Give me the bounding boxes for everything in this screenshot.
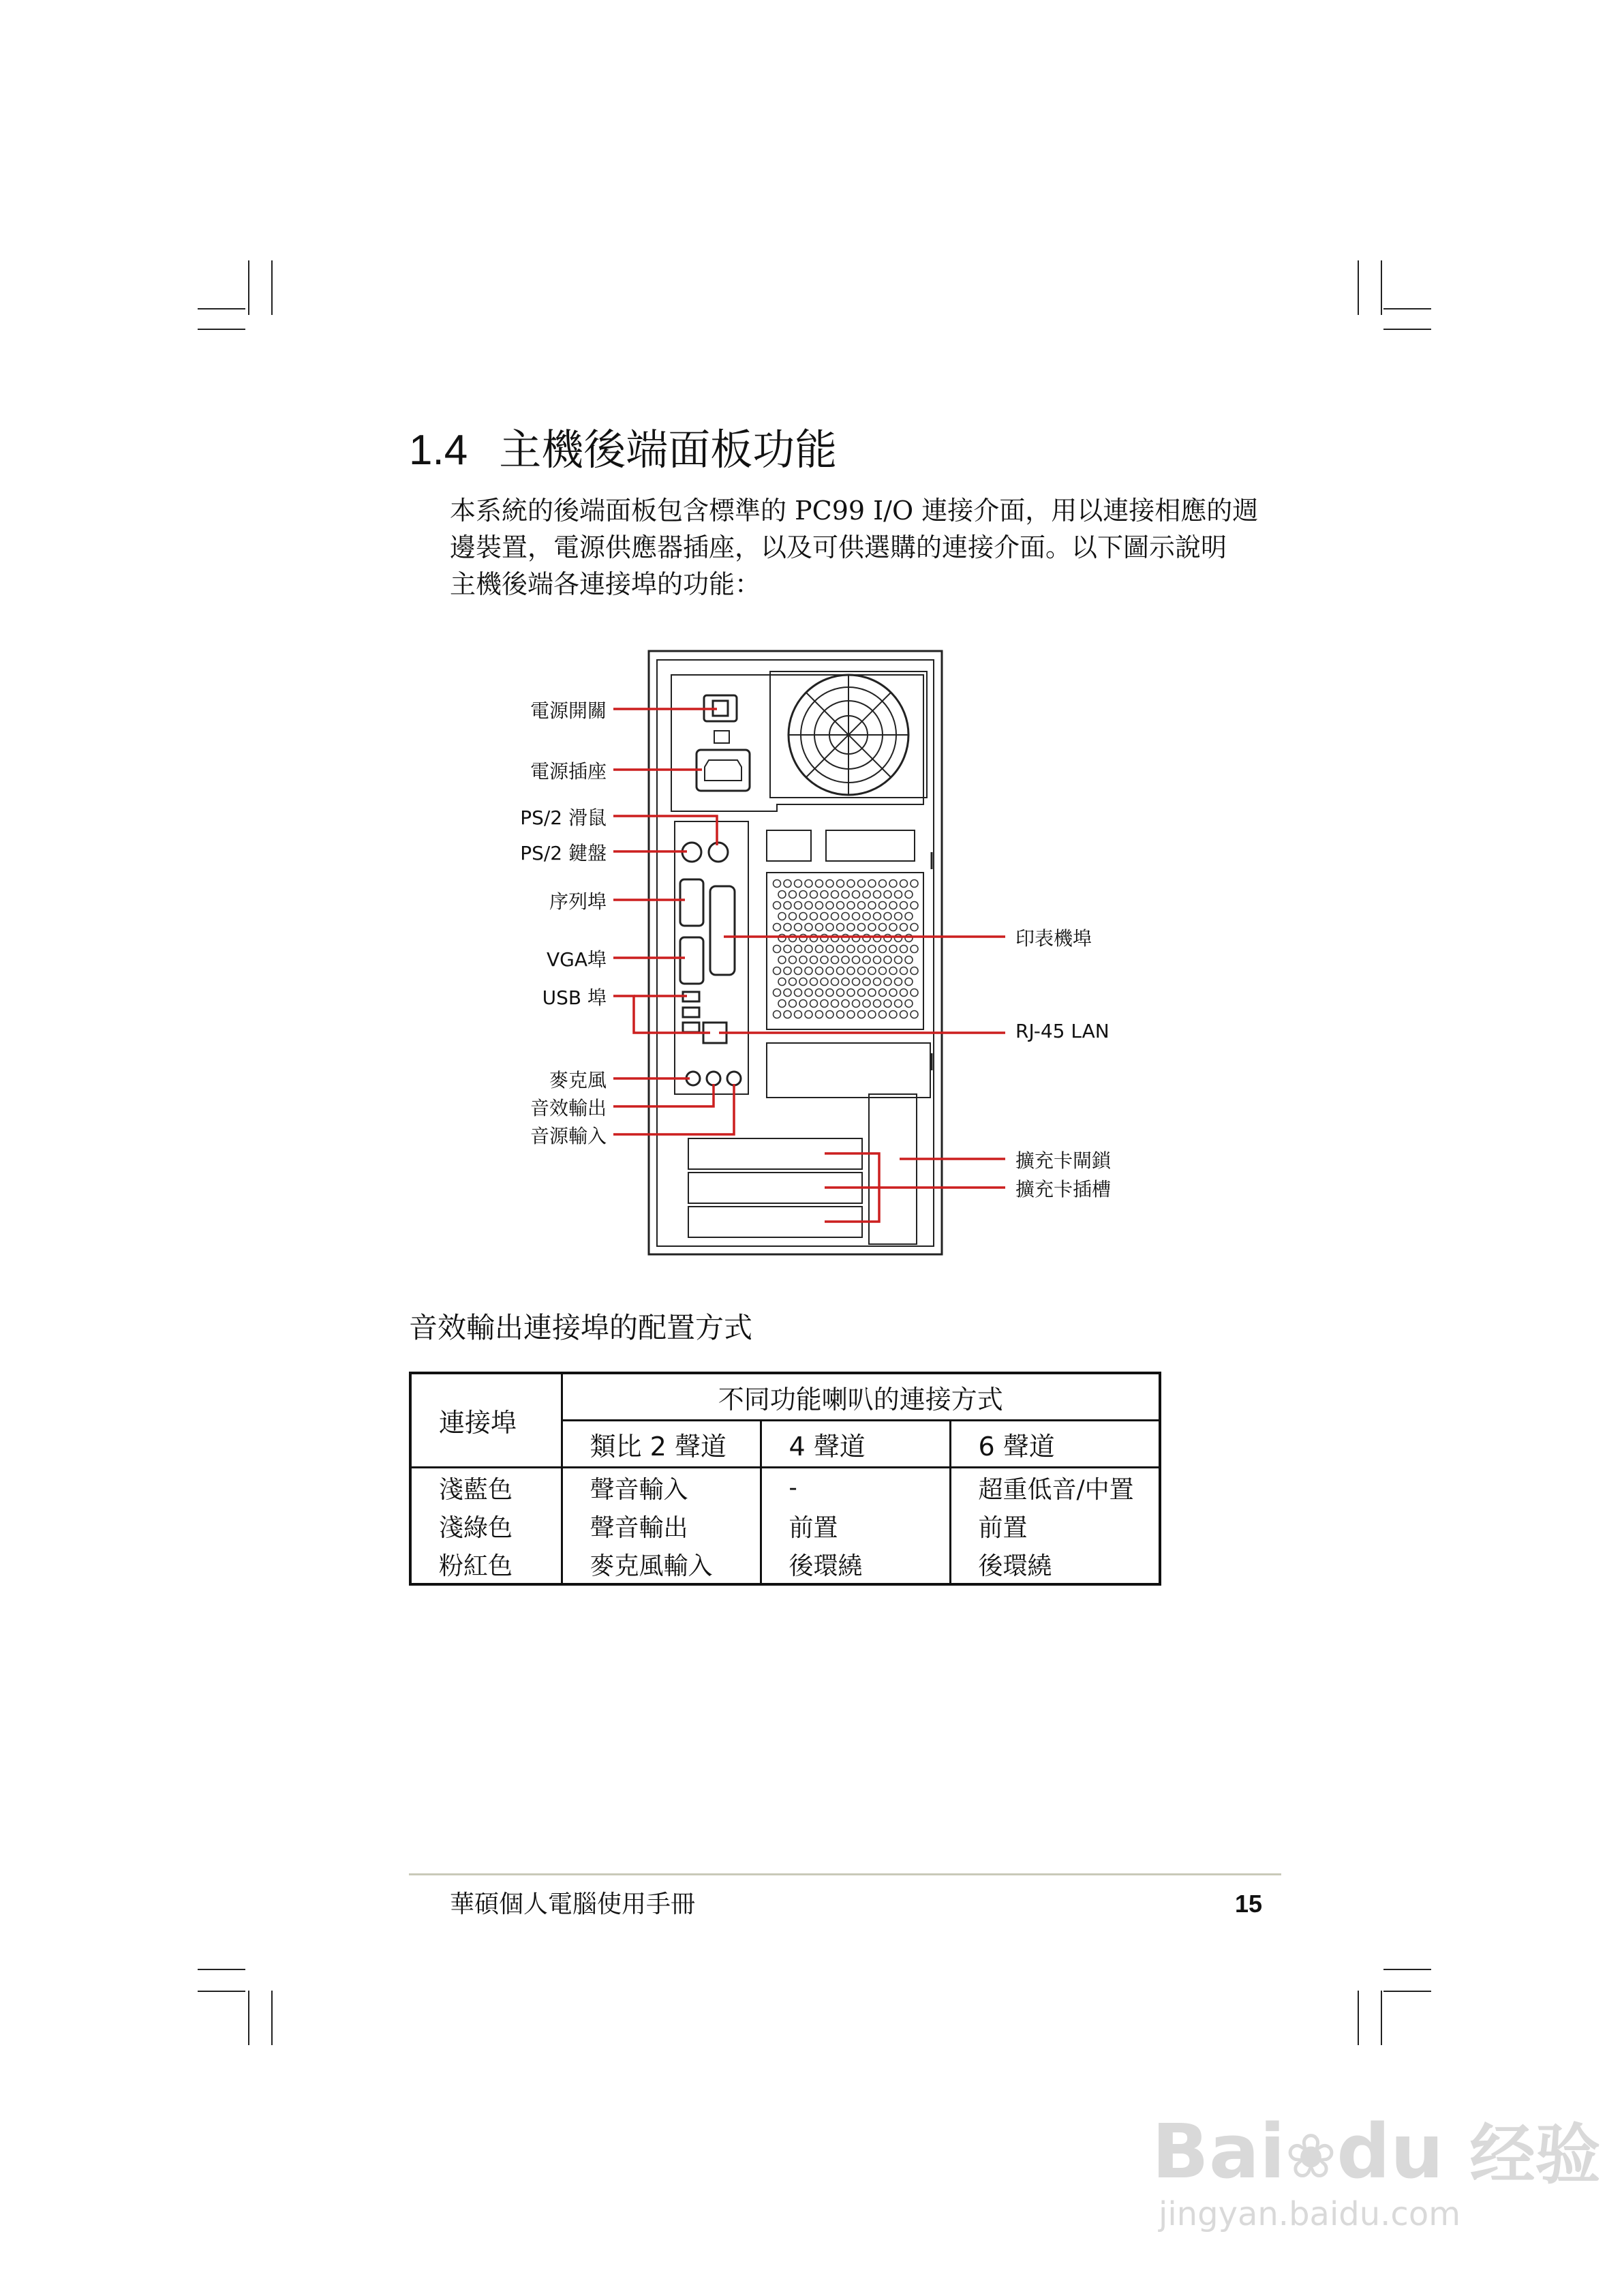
footer-manual-title: 華碩個人電腦使用手冊 [450,1890,696,1918]
cell-4ch: - [761,1468,950,1507]
cell-port: 淺綠色 [410,1507,562,1545]
label-printer-port: 印表機埠 [1015,927,1092,950]
label-ps2-keyboard: PS/2 鍵盤 [520,842,607,864]
page-number: 15 [1235,1890,1263,1918]
section-number: 1.4 [409,427,468,474]
cell-6ch: 後環繞 [950,1545,1160,1584]
label-power-socket: 電源插座 [530,760,607,783]
cell-4ch: 後環繞 [761,1545,950,1584]
footer-divider [409,1873,1281,1875]
table-row [410,1468,1160,1507]
label-rj45-lan: RJ-45 LAN [1015,1020,1110,1042]
watermark-text: 经验 [1469,2117,1601,2193]
table-row [410,1545,1160,1584]
table-row [410,1507,1160,1545]
callout-lines [613,709,1005,1222]
header-2ch: 類比 2 聲道 [562,1421,761,1468]
paw-icon: ❀ [1285,2121,1337,2192]
label-ps2-mouse: PS/2 滑鼠 [520,806,607,829]
cell-port: 淺藍色 [410,1468,562,1507]
header-4ch: 4 聲道 [761,1421,950,1468]
label-power-switch: 電源開關 [530,699,607,722]
watermark-url: jingyan.baidu.com [1159,2195,1460,2233]
cell-port: 粉紅色 [410,1545,562,1584]
header-6ch: 6 聲道 [950,1421,1160,1468]
section-title: 主機後端面板功能 [499,425,838,474]
label-vga-port: VGA埠 [546,948,607,971]
label-microphone: 麥克風 [549,1069,607,1091]
label-card-slot: 擴充卡插槽 [1015,1178,1112,1200]
intro-line: 邊裝置，電源供應器插座，以及可供選購的連接介面。以下圖示說明 [450,532,1227,562]
header-group: 不同功能喇叭的連接方式 [562,1373,1160,1421]
watermark-logo [1152,2103,1601,2196]
audio-config-table [409,1372,1161,1586]
cell-4ch: 前置 [761,1507,950,1545]
label-audio-out: 音效輸出 [530,1097,607,1119]
watermark-brand2: du [1336,2108,1444,2195]
cell-2ch: 麥克風輸入 [562,1545,761,1584]
intro-line: 主機後端各連接埠的功能： [450,569,761,599]
watermark-brand: Bai [1152,2108,1285,2195]
header-port: 連接埠 [410,1373,562,1468]
cell-2ch: 聲音輸入 [562,1468,761,1507]
cell-2ch: 聲音輸出 [562,1507,761,1545]
cell-6ch: 前置 [950,1507,1160,1545]
label-usb-port: USB 埠 [542,986,607,1009]
intro-line: 本系統的後端面板包含標準的 PC99 I/O 連接介面，用以連接相應的週 [450,496,1259,526]
vent-grille [774,880,919,1018]
label-card-latch: 擴充卡閘鎖 [1015,1149,1112,1172]
chassis-outline [649,651,942,1254]
audio-config-title: 音效輸出連接埠的配置方式 [409,1311,753,1344]
label-line-in: 音源輸入 [530,1125,607,1147]
cell-6ch: 超重低音/中置 [950,1468,1160,1507]
label-serial-port: 序列埠 [549,890,607,913]
